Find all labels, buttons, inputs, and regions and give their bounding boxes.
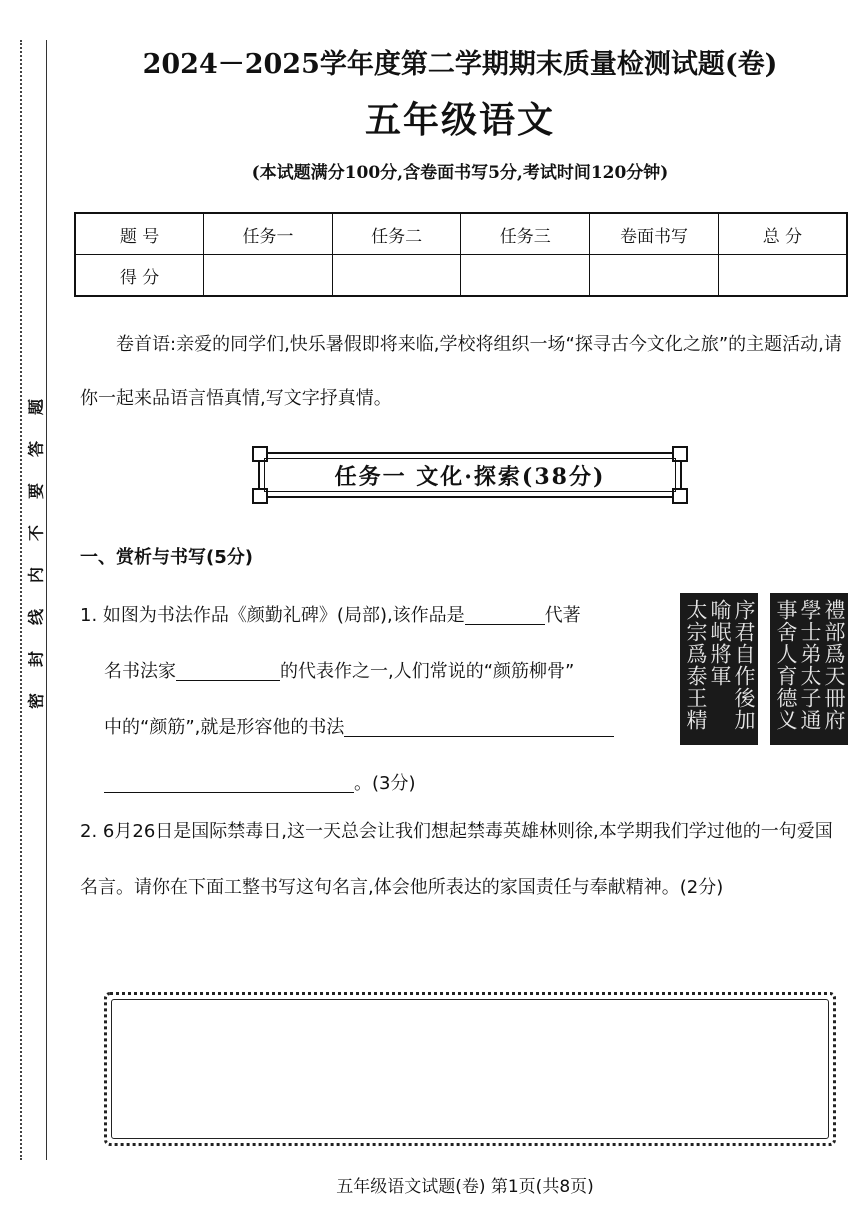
- exam-title: 2024－2025学年度第二学期期末质量检测试题(卷): [142, 49, 778, 80]
- binding-char: 封: [27, 650, 43, 670]
- score-header-cell: 任务一: [204, 213, 333, 255]
- question-text: 的代表作之一,人们常说的“颜筋柳骨”: [280, 661, 575, 682]
- calligraphy-column: 事舍人育德义: [774, 599, 798, 731]
- answer-blank-style-2[interactable]: [104, 770, 354, 793]
- exam-subject: 五年级语文: [364, 100, 555, 141]
- binding-warning: [24, 400, 46, 710]
- answer-blank-calligrapher[interactable]: [176, 658, 280, 681]
- calligraphy-column: 太宗爲泰王精: [684, 599, 708, 731]
- binding-char: 题: [27, 398, 43, 418]
- question-text: 中的“颜筋”,就是形容他的书法: [104, 717, 345, 738]
- score-cell-task3[interactable]: [461, 255, 590, 297]
- question-2: [80, 804, 850, 916]
- score-header-cell: 总 分: [718, 213, 847, 255]
- question-text: 名书法家: [104, 661, 176, 682]
- binding-char: 不: [27, 524, 43, 544]
- question-text: 。(3分): [354, 773, 416, 794]
- calligraphy-column: 學士弟太子通: [798, 599, 822, 731]
- question-number: 2.: [80, 821, 98, 842]
- score-header-cell: 任务三: [461, 213, 590, 255]
- score-table-score-row: [75, 255, 847, 297]
- binding-solid-line: [46, 40, 47, 1160]
- score-table: [74, 212, 848, 297]
- task1-banner: [258, 452, 682, 498]
- binding-char: 密: [27, 692, 43, 712]
- banner-corner: [252, 488, 268, 504]
- score-cell-task2[interactable]: [332, 255, 461, 297]
- question-1: [80, 588, 680, 812]
- calligraphy-image-left: [680, 593, 758, 745]
- section1-heading: 一、赏析与书写(5分): [80, 547, 253, 568]
- binding-char: 答: [27, 440, 43, 460]
- binding-char: 线: [27, 608, 43, 628]
- score-cell-task1[interactable]: [204, 255, 333, 297]
- calligraphy-column: 喻岷將軍: [708, 599, 732, 687]
- calligraphy-column: 禮部爲天冊府: [822, 599, 846, 731]
- question-number: 1.: [80, 605, 98, 626]
- task1-label: 任务一 文化·探索(38分): [334, 463, 606, 490]
- score-header-cell: 卷面书写: [590, 213, 719, 255]
- handwriting-answer-box[interactable]: [104, 992, 836, 1146]
- calligraphy-image-right: [770, 593, 848, 745]
- answer-blank-dynasty[interactable]: [465, 602, 545, 625]
- question-text: 如图为书法作品《颜勤礼碑》(局部),该作品是: [102, 605, 465, 626]
- question-text: 代著: [544, 605, 581, 626]
- exam-note: (本试题满分100分,含卷面书写5分,考试时间120分钟): [251, 163, 669, 183]
- score-table-header-row: [75, 213, 847, 255]
- score-header-cell: 题 号: [75, 213, 204, 255]
- banner-corner: [252, 446, 268, 462]
- score-cell-handwriting[interactable]: [590, 255, 719, 297]
- question-text: 6月26日是国际禁毒日,这一天总会让我们想起禁毒英雄林则徐,本学期我们学过他的一句爱国名言。请你在下面工整书写这句名言,体会他所表达的家国责任与奉献精神。(2分): [80, 821, 833, 898]
- banner-corner: [672, 488, 688, 504]
- score-header-cell: 任务二: [332, 213, 461, 255]
- binding-char: 要: [27, 482, 43, 502]
- answer-blank-style-1[interactable]: [344, 714, 614, 737]
- score-row-label: 得 分: [75, 255, 204, 297]
- score-cell-total[interactable]: [718, 255, 847, 297]
- banner-corner: [672, 446, 688, 462]
- binding-char: 内: [27, 566, 43, 586]
- preface-text: 卷首语:亲爱的同学们,快乐暑假即将来临,学校将组织一场“探寻古今文化之旅”的主题活动,请你一起来品语言悟真情,写文字抒真情。: [80, 334, 842, 409]
- page-footer: 五年级语文试题(卷) 第1页(共8页): [336, 1177, 594, 1197]
- calligraphy-column: 序君自作後加: [732, 599, 756, 731]
